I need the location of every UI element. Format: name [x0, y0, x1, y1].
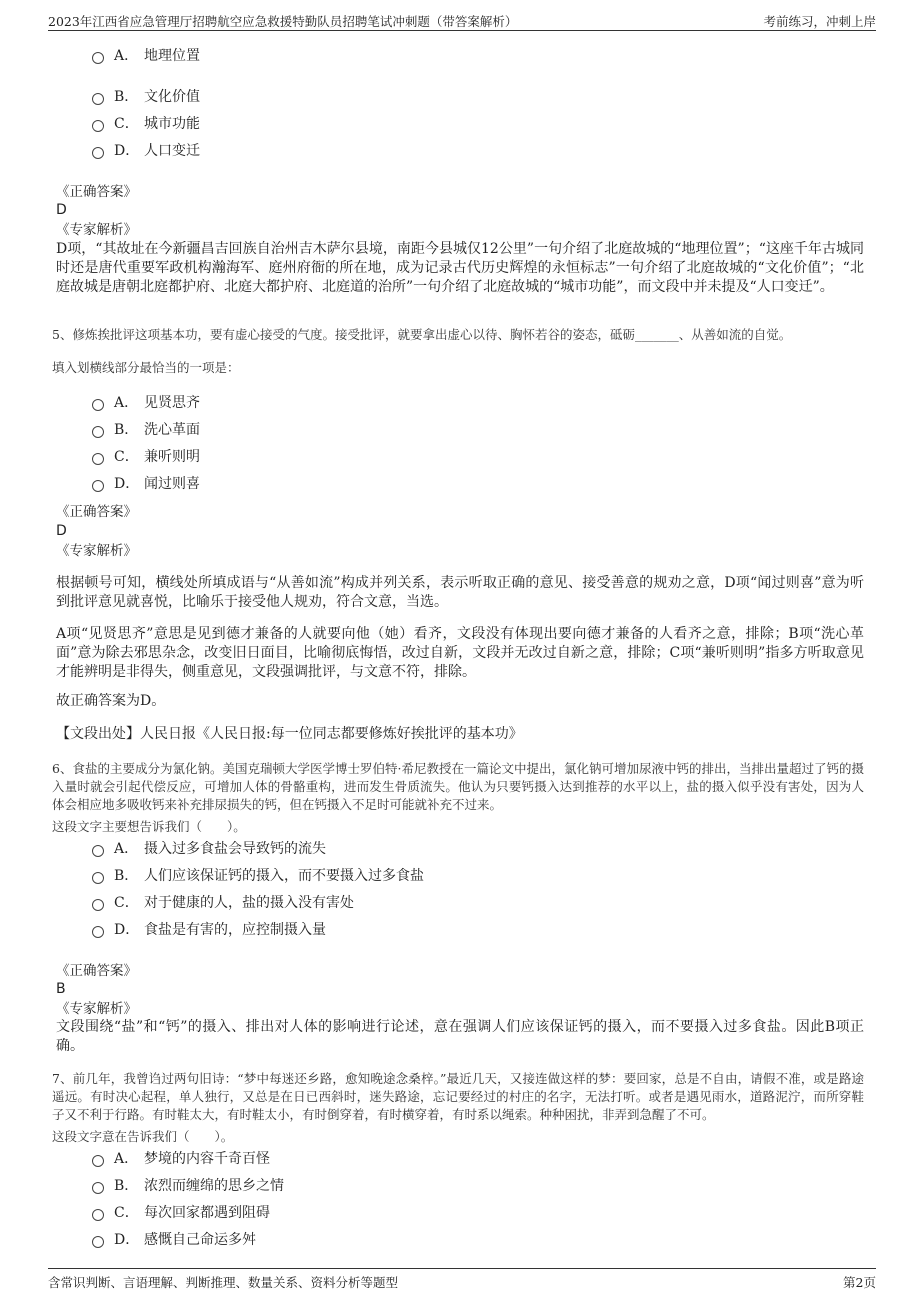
radio-icon[interactable] — [92, 93, 104, 105]
q6-answer: B — [56, 981, 66, 997]
q6-prompt: 这段文字主要想告诉我们（ ）。 — [52, 819, 246, 834]
q5-analysis-1: 根据顿号可知，横线处所填成语与“从善如流”构成并列关系，表示听取正确的意见、接受善意的规劝之意，D项“闻过则喜”意为听到批评意见就喜悦，比喻乐于接受他人规劝，符合文意，当选。 — [56, 575, 864, 610]
radio-icon[interactable] — [92, 453, 104, 465]
radio-icon[interactable] — [92, 1209, 104, 1221]
q6-answer-label: 《正确答案》 — [56, 963, 137, 979]
q5-analysis-label: 《专家解析》 — [56, 543, 137, 559]
q5-option-c[interactable]: C． 兼听则明 — [92, 446, 200, 468]
footer-categories: 含常识判断、言语理解、判断推理、数量关系、资料分析等题型 — [48, 1275, 399, 1290]
radio-icon[interactable] — [92, 1236, 104, 1248]
q6-analysis-label: 《专家解析》 — [56, 1001, 137, 1017]
radio-icon[interactable] — [92, 147, 104, 159]
q5-analysis-3: 故正确答案为D。 — [56, 693, 166, 709]
radio-icon[interactable] — [92, 399, 104, 411]
q5-question: 5、修炼挨批评这项基本功，要有虚心接受的气度。接受批评，就要拿出虚心以待、胸怀若谷的姿态，砥砺_______、从善如流的自觉。 — [52, 327, 792, 342]
document-title: 2023年江西省应急管理厅招聘航空应急救援特勤队员招聘笔试冲刺题（带答案解析） — [48, 14, 518, 29]
q5-option-b[interactable]: B． 洗心革面 — [92, 419, 200, 441]
radio-icon[interactable] — [92, 120, 104, 132]
q7-option-a[interactable]: A． 梦境的内容千奇百怪 — [92, 1148, 270, 1170]
q7-option-b[interactable]: B． 浓烈而缠绵的思乡之情 — [92, 1175, 284, 1197]
q5-option-d[interactable]: D． 闻过则喜 — [92, 473, 200, 495]
radio-icon[interactable] — [92, 845, 104, 857]
q5-analysis-2: A项“见贤思齐”意思是见到德才兼备的人就要向他（她）看齐，文段没有体现出要向德才兼备的人看齐之意，排除；B项“洗心革面”意为除去邪思杂念，改变旧日面目，比喻彻底悔悟，改过自新，文段并无改过自新之意，排除；C项“兼听则明”指多方听取意见才能辨明是非得失，侧重意见，文段强调批评，与文意不符，排除。 — [56, 626, 864, 680]
q6-option-a[interactable]: A． 摄入过多食盐会导致钙的流失 — [92, 838, 326, 860]
radio-icon[interactable] — [92, 872, 104, 884]
radio-icon[interactable] — [92, 480, 104, 492]
q4-answer: D — [56, 202, 67, 218]
q6-option-c[interactable]: C． 对于健康的人，盐的摄入没有害处 — [92, 892, 354, 914]
q6-question: 6、食盐的主要成分为氯化钠。美国克瑞顿大学医学博士罗伯特·希尼教授在一篇论文中提出，氯化钠可增加尿液中钙的排出，当排出量超过了钙的摄入量时就会引起代偿反应，可增加人体的骨骼重构，进而发生骨质流失。他认为只要钙摄入达到推荐的水平以上，盐的摄入似乎没有害处，因为人体会相应地多吸收钙来补充排尿损失的钙，但在钙摄入不足时可能就补充不过来。 — [52, 761, 864, 812]
q6-option-d[interactable]: D． 食盐是有害的，应控制摄入量 — [92, 919, 326, 941]
q4-analysis: D项，“其故址在今新疆昌吉回族自治州吉木萨尔县境，南距今县城仅12公里”一句介绍了北庭故城的“地理位置”；“这座千年古城同时还是唐代重要军政机构瀚海军、庭州府衙的所在地，成为记录古代历史辉煌的永恒标志”一句介绍了北庭故城的“文化价值”；“北庭故城是唐朝北庭都护府、北庭大都护府、北庭道的治所”一句介绍了北庭故城的“城市功能”，而文段中并未提及“人口变迁”。 — [56, 241, 864, 295]
q4-option-d[interactable]: D． 人口变迁 — [92, 140, 200, 162]
radio-icon[interactable] — [92, 899, 104, 911]
q6-analysis: 文段围绕“盐”和“钙”的摄入、排出对人体的影响进行论述，意在强调人们应该保证钙的摄入，而不要摄入过多食盐。因此B项正确。 — [56, 1019, 864, 1054]
q5-source: 【文段出处】人民日报《人民日报:每一位同志都要修炼好挨批评的基本功》 — [56, 726, 523, 742]
page-footer — [48, 1268, 876, 1293]
page-header — [48, 10, 876, 31]
radio-icon[interactable] — [92, 1182, 104, 1194]
q7-option-c[interactable]: C． 每次回家都遇到阻碍 — [92, 1202, 270, 1224]
q7-prompt: 这段文字意在告诉我们（ ）。 — [52, 1129, 234, 1144]
q4-option-c[interactable]: C． 城市功能 — [92, 113, 200, 135]
q4-option-a[interactable]: A． 地理位置 — [92, 45, 200, 67]
q5-answer-label: 《正确答案》 — [56, 504, 137, 520]
q7-question: 7、前几年，我曾诌过两句旧诗：“梦中每迷还乡路，愈知晚途念桑梓。”最近几天，又接连做这样的梦：要回家，总是不自由，请假不准，或是路途遥远。有时决心起程，单人独行，又总是在日已西斜时，迷失路途，忘记要经过的村庄的名字，无法打听。或者是遇见雨水，道路泥泞，而所穿鞋子又不利于行路。有时鞋太大，有时鞋太小，有时倒穿着，有时横穿着，有时系以绳索。种种困扰，非弄到急醒了不可。 — [52, 1071, 864, 1122]
q6-option-b[interactable]: B． 人们应该保证钙的摄入，而不要摄入过多食盐 — [92, 865, 424, 887]
q5-option-a[interactable]: A． 见贤思齐 — [92, 392, 200, 414]
radio-icon[interactable] — [92, 52, 104, 64]
radio-icon[interactable] — [92, 426, 104, 438]
q4-answer-label: 《正确答案》 — [56, 184, 137, 200]
radio-icon[interactable] — [92, 926, 104, 938]
q4-option-b[interactable]: B． 文化价值 — [92, 86, 200, 108]
page-number: 第2页 — [843, 1275, 876, 1290]
q7-option-d[interactable]: D． 感慨自己命运多舛 — [92, 1229, 256, 1251]
q5-prompt: 填入划横线部分最恰当的一项是： — [52, 360, 240, 375]
radio-icon[interactable] — [92, 1155, 104, 1167]
header-slogan: 考前练习，冲刺上岸 — [763, 14, 876, 29]
q5-answer: D — [56, 523, 67, 539]
q4-analysis-label: 《专家解析》 — [56, 222, 137, 238]
